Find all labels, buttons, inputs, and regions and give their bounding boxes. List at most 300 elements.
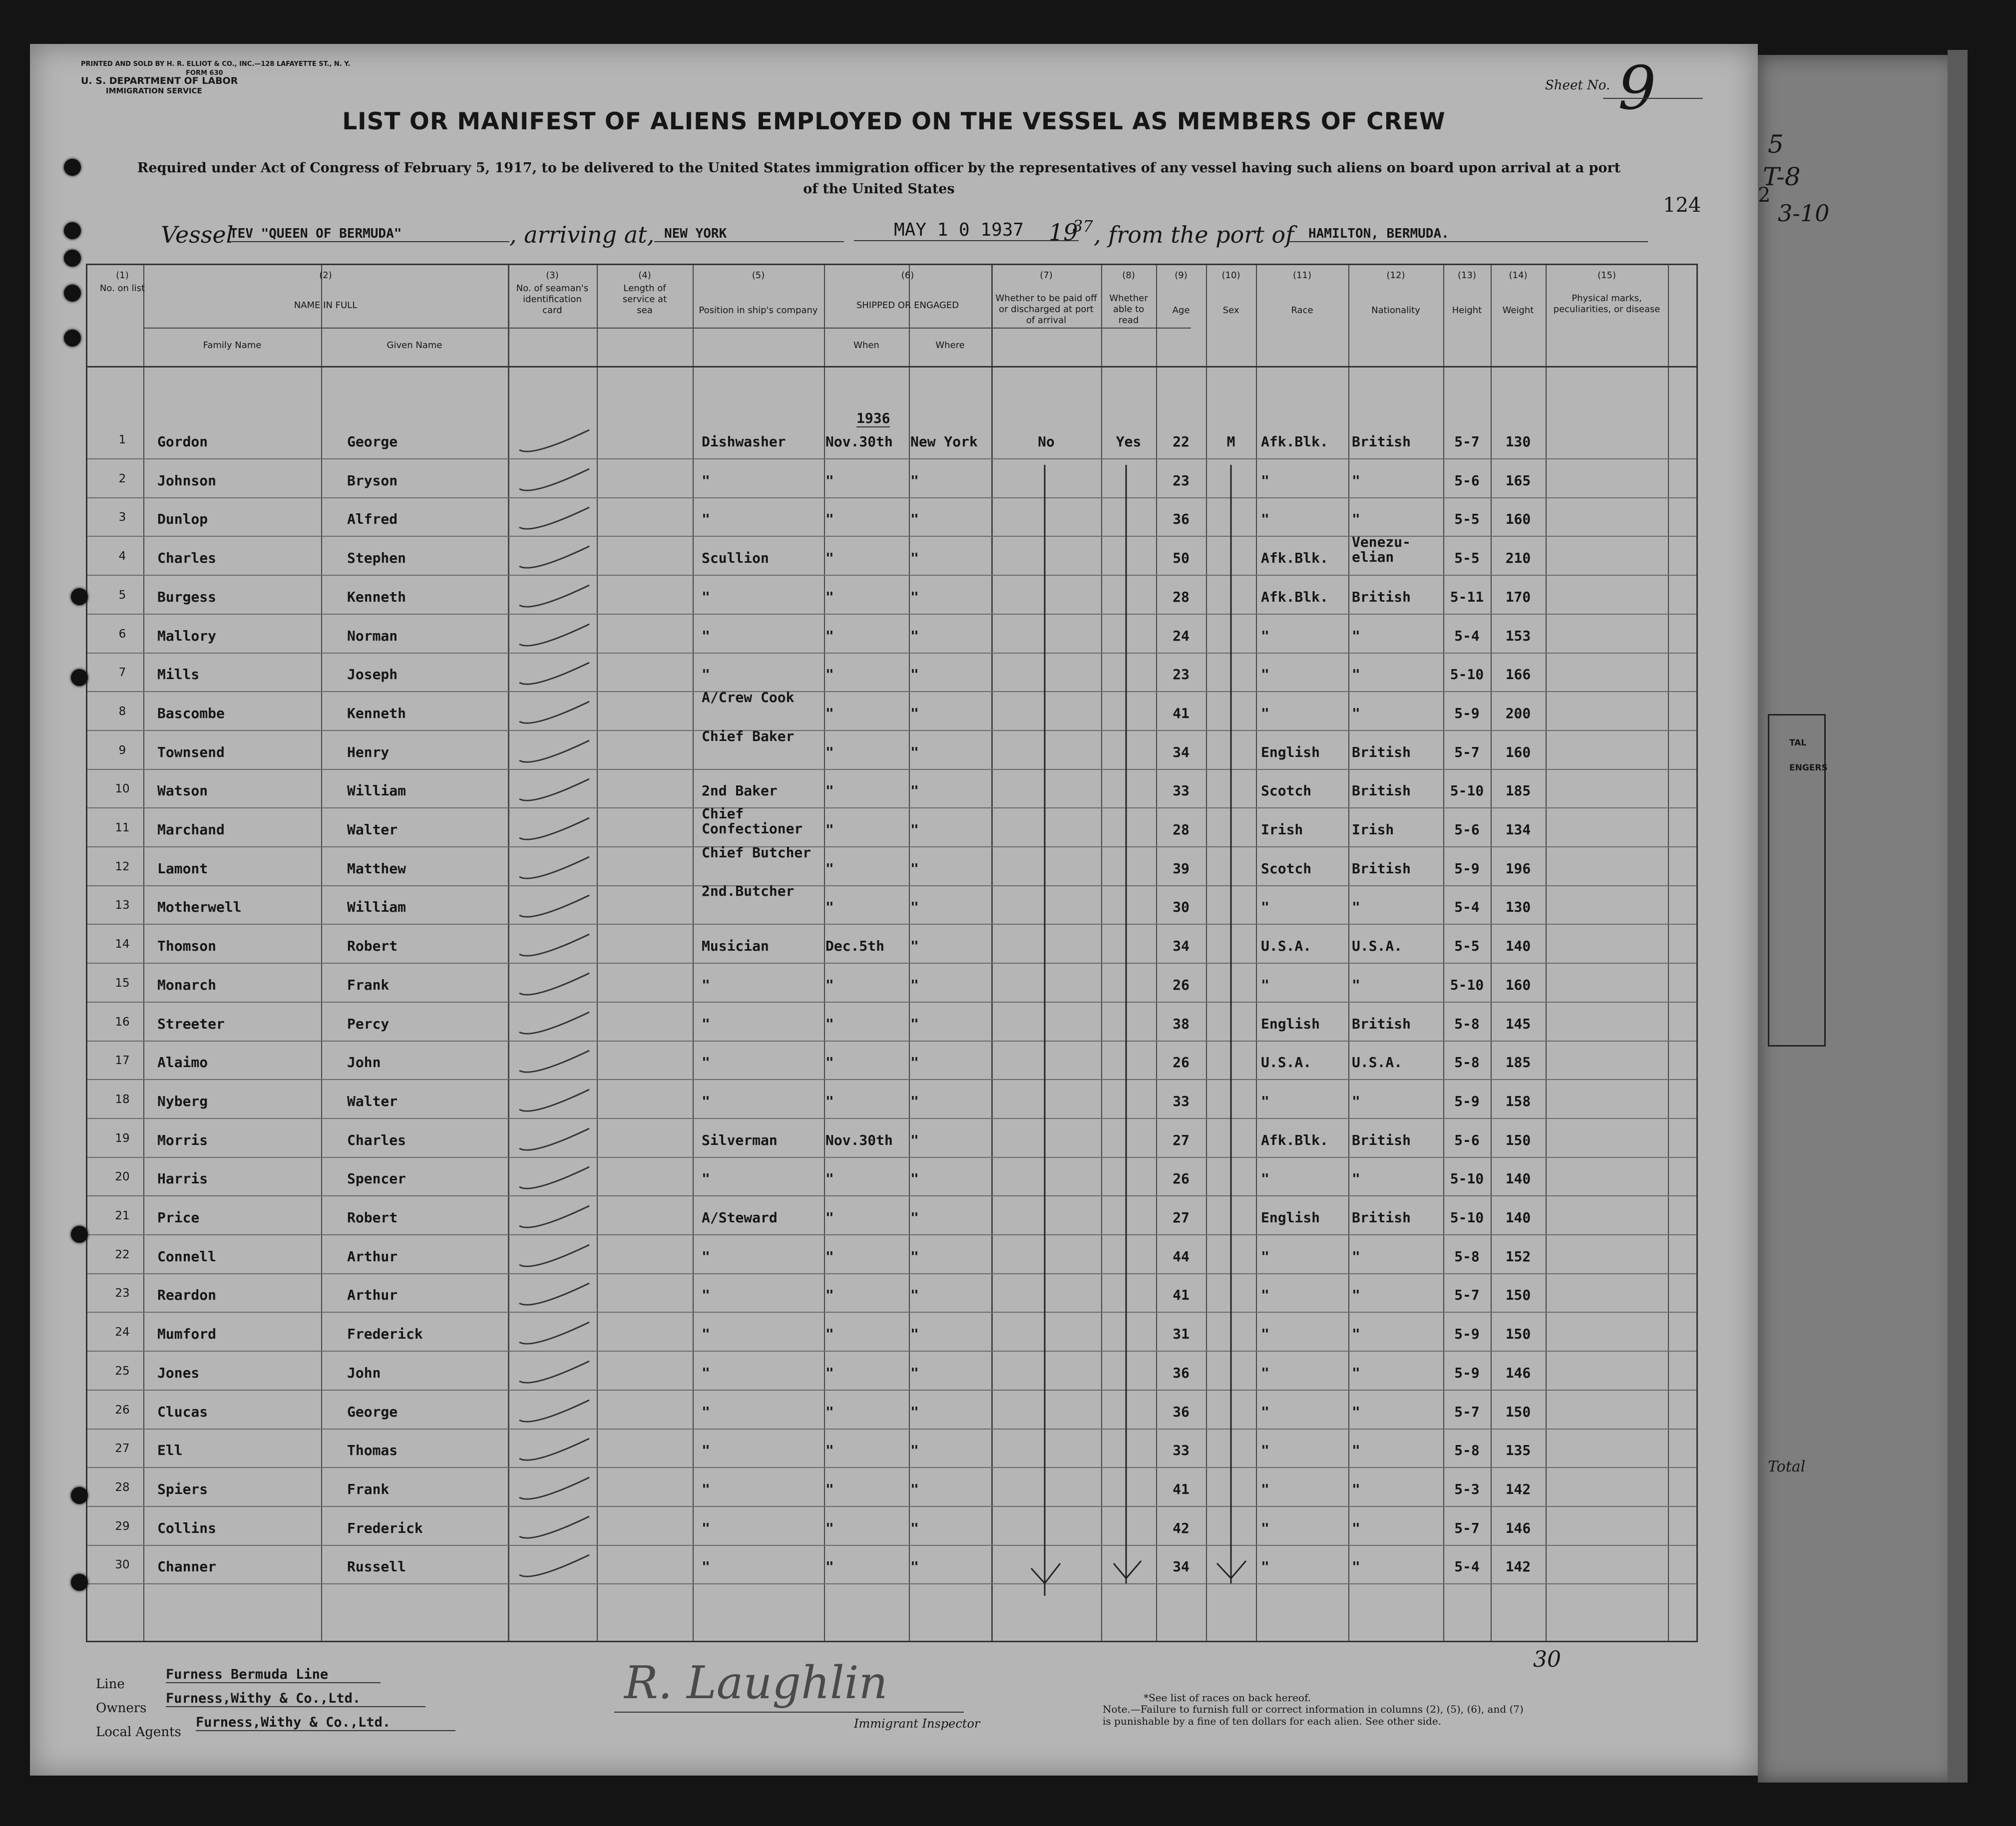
cell-weight: 140 bbox=[1505, 1170, 1531, 1187]
cell-shipped-where: " bbox=[910, 1015, 919, 1032]
col-14-number: (14) bbox=[1509, 270, 1528, 281]
cell-age: 38 bbox=[1173, 1015, 1190, 1032]
cell-shipped-where: New York bbox=[910, 433, 978, 450]
col-1-header: No. on list bbox=[99, 283, 145, 294]
cell-row-number: 16 bbox=[115, 1015, 130, 1029]
cell-age: 28 bbox=[1173, 821, 1190, 838]
cell-family-name: Channer bbox=[157, 1558, 217, 1575]
cell-nationality: " bbox=[1352, 1364, 1360, 1381]
cell-given-name: William bbox=[347, 782, 406, 799]
cell-row-number: 29 bbox=[115, 1519, 130, 1533]
cell-race: Irish bbox=[1261, 821, 1303, 838]
cell-position: " bbox=[702, 627, 710, 644]
cell-position: " bbox=[702, 511, 710, 528]
cell-position: " bbox=[702, 1015, 710, 1032]
cell-age: 33 bbox=[1173, 782, 1190, 799]
cell-race: " bbox=[1261, 1403, 1269, 1420]
punch-hole bbox=[64, 222, 81, 239]
cell-height: 5-3 bbox=[1454, 1480, 1480, 1497]
cell-race: " bbox=[1261, 1519, 1269, 1536]
cell-position: " bbox=[702, 1519, 710, 1536]
cell-race: " bbox=[1261, 1326, 1269, 1343]
cell-row-number: 13 bbox=[115, 899, 130, 912]
cell-race: " bbox=[1261, 1558, 1269, 1575]
cell-shipped-where: " bbox=[910, 1519, 919, 1536]
cell-weight: 134 bbox=[1505, 821, 1531, 838]
cell-position: " bbox=[702, 1248, 710, 1265]
cell-nationality: " bbox=[1352, 627, 1360, 644]
col-2-header: NAME IN FULL bbox=[294, 300, 358, 311]
cell-shipped-where: " bbox=[910, 1403, 919, 1420]
cell-nationality: " bbox=[1352, 1558, 1360, 1575]
cell-height: 5-9 bbox=[1454, 705, 1480, 722]
cell-weight: 142 bbox=[1505, 1480, 1531, 1497]
cell-nationality: British bbox=[1352, 1131, 1411, 1148]
cell-shipped-when: Nov.30th bbox=[825, 433, 893, 450]
margin-note: 3-10 bbox=[1778, 200, 1830, 227]
cell-race: English bbox=[1261, 743, 1320, 760]
cell-age: 36 bbox=[1173, 1364, 1190, 1381]
year-suffix: 37 bbox=[1073, 217, 1093, 236]
cell-shipped-when: " bbox=[825, 1248, 834, 1265]
cell-row-number: 6 bbox=[118, 627, 126, 641]
cell-weight: 142 bbox=[1505, 1558, 1531, 1575]
cell-given-name: Thomas bbox=[347, 1442, 398, 1459]
arriving-at: NEW YORK bbox=[654, 226, 844, 242]
cell-race: English bbox=[1261, 1015, 1320, 1032]
cell-height: 5-10 bbox=[1450, 666, 1484, 683]
cell-nationality: " bbox=[1352, 1519, 1360, 1536]
cell-shipped-when: " bbox=[825, 1326, 834, 1343]
cell-family-name: Mills bbox=[157, 666, 200, 683]
col-3-header: No. of seaman's identification card bbox=[516, 283, 589, 316]
cell-nationality: British bbox=[1352, 1015, 1411, 1032]
col-2-number: (2) bbox=[319, 270, 332, 281]
year-prefix: 19 bbox=[1049, 219, 1078, 246]
from-port: HAMILTON, BERMUDA. bbox=[1288, 226, 1648, 242]
cell-nationality: " bbox=[1352, 705, 1360, 722]
cell-position: Chief Baker bbox=[702, 728, 795, 744]
cell-height: 5-4 bbox=[1454, 627, 1480, 644]
cell-age: 26 bbox=[1173, 1054, 1190, 1071]
cell-race: Afk.Blk. bbox=[1261, 1131, 1328, 1148]
cell-position: Chief Butcher bbox=[702, 844, 811, 861]
cell-height: 5-8 bbox=[1454, 1015, 1480, 1032]
manifest-sheet bbox=[30, 44, 1771, 1776]
cell-race: " bbox=[1261, 1248, 1269, 1265]
cell-race: " bbox=[1261, 976, 1269, 993]
cell-given-name: Frank bbox=[347, 1480, 390, 1497]
cell-given-name: Robert bbox=[347, 1209, 398, 1226]
cell-nationality: British bbox=[1352, 1209, 1411, 1226]
read-check-icon bbox=[1114, 1561, 1141, 1578]
cell-nationality: British bbox=[1352, 782, 1411, 799]
cell-height: 5-7 bbox=[1454, 1403, 1480, 1420]
cell-row-number: 21 bbox=[115, 1209, 130, 1222]
cell-position: " bbox=[702, 472, 710, 489]
cell-age: 39 bbox=[1173, 860, 1190, 877]
cell-shipped-where: " bbox=[910, 1170, 919, 1187]
cell-height: 5-5 bbox=[1454, 938, 1480, 955]
cell-shipped-where: " bbox=[910, 1326, 919, 1343]
cell-row-number: 25 bbox=[115, 1364, 130, 1378]
cell-weight: 130 bbox=[1505, 899, 1531, 916]
vessel-name: TEV "QUEEN OF BERMUDA" bbox=[230, 226, 509, 242]
cell-race: English bbox=[1261, 1209, 1320, 1226]
cell-given-name: Robert bbox=[347, 938, 398, 955]
punch-hole bbox=[71, 1487, 88, 1504]
cell-family-name: Streeter bbox=[157, 1015, 225, 1032]
form-number: FORM 630 bbox=[186, 69, 223, 77]
cell-shipped-when: " bbox=[825, 550, 834, 567]
cell-given-name: John bbox=[347, 1364, 381, 1381]
cell-shipped-when: " bbox=[825, 666, 834, 683]
cell-row-number: 14 bbox=[115, 938, 130, 951]
cell-family-name: Mallory bbox=[157, 627, 217, 644]
signature-line bbox=[614, 1712, 964, 1713]
cell-given-name: William bbox=[347, 899, 406, 916]
col-10-header: Sex bbox=[1222, 305, 1239, 316]
cell-weight: 146 bbox=[1505, 1364, 1531, 1381]
cell-given-name: Kenneth bbox=[347, 588, 406, 605]
cell-row-number: 22 bbox=[115, 1248, 130, 1261]
cell-age: 28 bbox=[1173, 588, 1190, 605]
cell-race: " bbox=[1261, 1364, 1269, 1381]
cell-weight: 135 bbox=[1505, 1442, 1531, 1459]
cell-row-number: 1 bbox=[118, 433, 126, 446]
cell-shipped-when: " bbox=[825, 1287, 834, 1304]
cell-shipped-when: " bbox=[825, 782, 834, 799]
cell-family-name: Mumford bbox=[157, 1326, 217, 1343]
cell-row-number: 28 bbox=[115, 1480, 130, 1494]
cell-family-name: Connell bbox=[157, 1248, 217, 1265]
col-13-number: (13) bbox=[1458, 270, 1476, 281]
inspector-label: Immigrant Inspector bbox=[854, 1717, 980, 1731]
cell-race: Afk.Blk. bbox=[1261, 550, 1328, 567]
totals-box bbox=[1768, 714, 1826, 1047]
cell-shipped-where: " bbox=[910, 1480, 919, 1497]
cell-position: " bbox=[702, 588, 710, 605]
cell-shipped-where: " bbox=[910, 976, 919, 993]
count-note: 30 bbox=[1533, 1647, 1561, 1672]
punch-hole bbox=[71, 1226, 88, 1243]
page-ref: 124 bbox=[1663, 194, 1701, 217]
cell-age: 22 bbox=[1173, 433, 1190, 450]
cell-given-name: Percy bbox=[347, 1015, 390, 1032]
cell-shipped-where: " bbox=[910, 1364, 919, 1381]
cell-weight: 160 bbox=[1505, 743, 1531, 760]
cell-shipped-where: " bbox=[910, 1558, 919, 1575]
cell-shipped-when: " bbox=[825, 1403, 834, 1420]
required-text: Required under Act of Congress of February 5, 1917, to be delivered to the United States immigration officer by the representatives of any vessel having such aliens on board upon arrival at a port of the United States bbox=[137, 160, 1621, 197]
cell-given-name: Matthew bbox=[347, 860, 406, 877]
cell-race: Afk.Blk. bbox=[1261, 588, 1328, 605]
cell-nationality: " bbox=[1352, 1287, 1360, 1304]
cell-age: 23 bbox=[1173, 472, 1190, 489]
cell-height: 5-9 bbox=[1454, 1364, 1480, 1381]
cell-nationality: " bbox=[1352, 976, 1360, 993]
agents-value: Furness,Withy & Co.,Ltd. bbox=[196, 1715, 455, 1731]
cell-family-name: Clucas bbox=[157, 1403, 208, 1420]
cell-weight: 160 bbox=[1505, 976, 1531, 993]
cell-nationality: Irish bbox=[1352, 821, 1394, 838]
cell-row-number: 24 bbox=[115, 1326, 130, 1339]
cell-nationality: " bbox=[1352, 472, 1360, 489]
cell-family-name: Jones bbox=[157, 1364, 200, 1381]
paid-off-check-icon bbox=[1031, 1563, 1060, 1583]
cell-shipped-when: " bbox=[825, 860, 834, 877]
cell-family-name: Watson bbox=[157, 782, 208, 799]
cell-family-name: Reardon bbox=[157, 1287, 217, 1304]
cell-race: " bbox=[1261, 1442, 1269, 1459]
cell-weight: 130 bbox=[1505, 433, 1531, 450]
cell-race: " bbox=[1261, 1170, 1269, 1187]
cell-position: 2nd Baker bbox=[702, 782, 778, 799]
agents-label: Local Agents bbox=[96, 1725, 181, 1740]
cell-given-name: Charles bbox=[347, 1131, 406, 1148]
cell-position: 2nd.Butcher bbox=[702, 883, 795, 900]
crew-manifest-table bbox=[86, 264, 1698, 1642]
cell-age: 34 bbox=[1173, 743, 1190, 760]
cell-height: 5-6 bbox=[1454, 821, 1480, 838]
cell-shipped-when: " bbox=[825, 976, 834, 993]
cell-row-number: 26 bbox=[115, 1403, 130, 1417]
page-title: LIST OR MANIFEST OF ALIENS EMPLOYED ON THE VESSEL AS MEMBERS OF CREW bbox=[342, 108, 1446, 135]
underlying-page bbox=[1758, 55, 1958, 1783]
cell-age: 50 bbox=[1173, 550, 1190, 567]
cell-nationality: U.S.A. bbox=[1352, 1054, 1403, 1071]
cell-shipped-when: " bbox=[825, 899, 834, 916]
cell-shipped-when: " bbox=[825, 1364, 834, 1381]
cell-shipped-when: " bbox=[825, 1209, 834, 1226]
cell-shipped-where: " bbox=[910, 821, 919, 838]
cell-age: 34 bbox=[1173, 938, 1190, 955]
cell-shipped-when: " bbox=[825, 1558, 834, 1575]
punch-hole bbox=[64, 159, 81, 176]
cell-row-number: 9 bbox=[118, 743, 126, 757]
cell-race: Scotch bbox=[1261, 860, 1312, 877]
cell-height: 5-4 bbox=[1454, 899, 1480, 916]
cell-race: U.S.A. bbox=[1261, 1054, 1312, 1071]
col-15-number: (15) bbox=[1598, 270, 1616, 281]
fine-note: Note.—Failure to furnish full or correct information in columns (2), (5), (6), and (7) is punishable by a fine of ten dollars for each alien. See other side. bbox=[1103, 1703, 1524, 1727]
cell-height: 5-9 bbox=[1454, 1326, 1480, 1343]
cell-age: 26 bbox=[1173, 1170, 1190, 1187]
cell-weight: 210 bbox=[1505, 550, 1531, 567]
col-11-number: (11) bbox=[1293, 270, 1311, 281]
cell-height: 5-10 bbox=[1450, 782, 1484, 799]
cell-row-number: 23 bbox=[115, 1287, 130, 1300]
cell-family-name: Morris bbox=[157, 1131, 208, 1148]
cell-race: " bbox=[1261, 705, 1269, 722]
cell-position: Chief Confectioner bbox=[702, 805, 803, 837]
cell-shipped-where: " bbox=[910, 666, 919, 683]
cell-family-name: Lamont bbox=[157, 860, 208, 877]
cell-position: Musician bbox=[702, 938, 769, 955]
cell-weight: 153 bbox=[1505, 627, 1531, 644]
cell-nationality: " bbox=[1352, 1093, 1360, 1109]
cell-age: 24 bbox=[1173, 627, 1190, 644]
cell-shipped-where: " bbox=[910, 550, 919, 567]
col-6-number: (6) bbox=[901, 270, 914, 281]
cell-shipped-where: " bbox=[910, 588, 919, 605]
cell-position: " bbox=[702, 1093, 710, 1109]
service-label: IMMIGRATION SERVICE bbox=[106, 86, 202, 95]
cell-shipped-where: " bbox=[910, 1248, 919, 1265]
cell-height: 5-4 bbox=[1454, 1558, 1480, 1575]
cell-shipped-where: " bbox=[910, 899, 919, 916]
cell-shipped-where: " bbox=[910, 782, 919, 799]
races-note: *See list of races on back hereof. bbox=[1144, 1692, 1311, 1704]
cell-height: 5-9 bbox=[1454, 1093, 1480, 1109]
cell-family-name: Marchand bbox=[157, 821, 225, 838]
cell-given-name: Frank bbox=[347, 976, 390, 993]
cell-row-number: 7 bbox=[118, 666, 126, 680]
cell-shipped-when: " bbox=[825, 705, 834, 722]
cell-family-name: Monarch bbox=[157, 976, 217, 993]
department-label: U. S. DEPARTMENT OF LABOR bbox=[81, 75, 238, 86]
col-1-number: (1) bbox=[116, 270, 129, 281]
cell-shipped-when: " bbox=[825, 1442, 834, 1459]
cell-height: 5-8 bbox=[1454, 1442, 1480, 1459]
cell-weight: 165 bbox=[1505, 472, 1531, 489]
cell-shipped-when: " bbox=[825, 821, 834, 838]
punch-hole bbox=[64, 330, 81, 347]
cell-age: 41 bbox=[1173, 1480, 1190, 1497]
cell-height: 5-9 bbox=[1454, 860, 1480, 877]
cell-given-name: Spencer bbox=[347, 1170, 406, 1187]
cell-age: 31 bbox=[1173, 1326, 1190, 1343]
cell-race: " bbox=[1261, 666, 1269, 683]
cell-height: 5-8 bbox=[1454, 1054, 1480, 1071]
punch-hole bbox=[64, 250, 81, 267]
vessel-label: Vessel bbox=[161, 221, 234, 248]
cell-height: 5-7 bbox=[1454, 743, 1480, 760]
cell-row-number: 5 bbox=[118, 588, 126, 602]
cell-age: 36 bbox=[1173, 1403, 1190, 1420]
cell-shipped-when: " bbox=[825, 472, 834, 489]
cell-weight: 185 bbox=[1505, 1054, 1531, 1071]
line-label: Line bbox=[96, 1677, 125, 1692]
from-label: , from the port of bbox=[1094, 221, 1294, 248]
cell-given-name: Walter bbox=[347, 1093, 398, 1109]
cell-race: Afk.Blk. bbox=[1261, 433, 1328, 450]
cell-given-name: Bryson bbox=[347, 472, 398, 489]
col-2-given-header: Given Name bbox=[387, 340, 442, 351]
col-6-header: SHIPPED OR ENGAGED bbox=[856, 300, 959, 311]
punch-hole bbox=[64, 285, 81, 302]
punch-hole bbox=[71, 669, 88, 686]
col-6-when-header: When bbox=[853, 340, 879, 351]
cell-given-name: Frederick bbox=[347, 1519, 423, 1536]
cell-age: 41 bbox=[1173, 705, 1190, 722]
cell-weight: 200 bbox=[1505, 705, 1531, 722]
cell-position: " bbox=[702, 976, 710, 993]
cell-row-number: 18 bbox=[115, 1093, 130, 1106]
cell-weight: 146 bbox=[1505, 1519, 1531, 1536]
cell-shipped-where: " bbox=[910, 1287, 919, 1304]
margin-note: 2 bbox=[1758, 184, 1771, 207]
cell-race: " bbox=[1261, 627, 1269, 644]
cell-nationality: " bbox=[1352, 1170, 1360, 1187]
cell-age: 27 bbox=[1173, 1209, 1190, 1226]
printer-line: PRINTED AND SOLD BY H. R. ELLIOT & CO., INC.—128 LAFAYETTE ST., N. Y. bbox=[81, 60, 351, 68]
cell-race: " bbox=[1261, 1480, 1269, 1497]
cell-height: 5-5 bbox=[1454, 550, 1480, 567]
cell-shipped-when: " bbox=[825, 1480, 834, 1497]
cell-shipped-when: " bbox=[825, 1015, 834, 1032]
col-7-header: Whether to be paid off or discharged at port of arrival bbox=[995, 293, 1097, 326]
col-7-number: (7) bbox=[1040, 270, 1053, 281]
margin-note: Total bbox=[1768, 1458, 1806, 1475]
cell-age: 33 bbox=[1173, 1442, 1190, 1459]
margin-note: TAL bbox=[1789, 738, 1807, 748]
cell-nationality: Venezu-elian bbox=[1352, 534, 1411, 566]
cell-nationality: " bbox=[1352, 1326, 1360, 1343]
cell-family-name: Ell bbox=[157, 1442, 183, 1459]
col-12-header: Nationality bbox=[1371, 305, 1420, 316]
cell-nationality: " bbox=[1352, 1403, 1360, 1420]
cell-shipped-when: " bbox=[825, 627, 834, 644]
cell-family-name: Spiers bbox=[157, 1480, 208, 1497]
cell-given-name: Alfred bbox=[347, 511, 398, 528]
cell-shipped-where: " bbox=[910, 1209, 919, 1226]
owners-label: Owners bbox=[96, 1701, 147, 1716]
cell-position: " bbox=[702, 1403, 710, 1420]
cell-height: 5-8 bbox=[1454, 1248, 1480, 1265]
cell-nationality: " bbox=[1352, 666, 1360, 683]
cell-shipped-where: " bbox=[910, 472, 919, 489]
cell-position: A/Steward bbox=[702, 1209, 778, 1226]
cell-position: " bbox=[702, 1326, 710, 1343]
cell-age: 42 bbox=[1173, 1519, 1190, 1536]
sheet-no-value: 9 bbox=[1618, 54, 1656, 123]
cell-family-name: Alaimo bbox=[157, 1054, 208, 1071]
cell-weight: 140 bbox=[1505, 1209, 1531, 1226]
cell-given-name: Walter bbox=[347, 821, 398, 838]
cell-given-name: Joseph bbox=[347, 666, 398, 683]
cell-shipped-when: " bbox=[825, 588, 834, 605]
cell-age: 36 bbox=[1173, 511, 1190, 528]
cell-position: " bbox=[702, 1442, 710, 1459]
cell-row-number: 2 bbox=[118, 472, 126, 485]
cell-family-name: Harris bbox=[157, 1170, 208, 1187]
col-3-number: (3) bbox=[546, 270, 559, 281]
cell-family-name: Price bbox=[157, 1209, 200, 1226]
cell-shipped-when: " bbox=[825, 1519, 834, 1536]
cell-row-number: 3 bbox=[118, 511, 126, 524]
cell-race: " bbox=[1261, 1093, 1269, 1109]
cell-race: " bbox=[1261, 472, 1269, 489]
cell-race: " bbox=[1261, 511, 1269, 528]
cell-height: 5-7 bbox=[1454, 1519, 1480, 1536]
cell-row-number: 12 bbox=[115, 860, 130, 873]
margin-note: ENGERS bbox=[1789, 763, 1828, 773]
margin-note: T-8 bbox=[1763, 162, 1801, 191]
cell-nationality: British bbox=[1352, 860, 1411, 877]
cell-race: Scotch bbox=[1261, 782, 1312, 799]
cell-age: 44 bbox=[1173, 1248, 1190, 1265]
cell-height: 5-7 bbox=[1454, 433, 1480, 450]
arriving-label: , arriving at, bbox=[509, 221, 655, 248]
cell-family-name: Johnson bbox=[157, 472, 217, 489]
cell-given-name: Arthur bbox=[347, 1248, 398, 1265]
cell-weight: 140 bbox=[1505, 938, 1531, 955]
cell-age: 30 bbox=[1173, 899, 1190, 916]
cell-weight: 170 bbox=[1505, 588, 1531, 605]
col-9-number: (9) bbox=[1175, 270, 1188, 281]
col-4-header: Length of service at sea bbox=[622, 283, 667, 316]
